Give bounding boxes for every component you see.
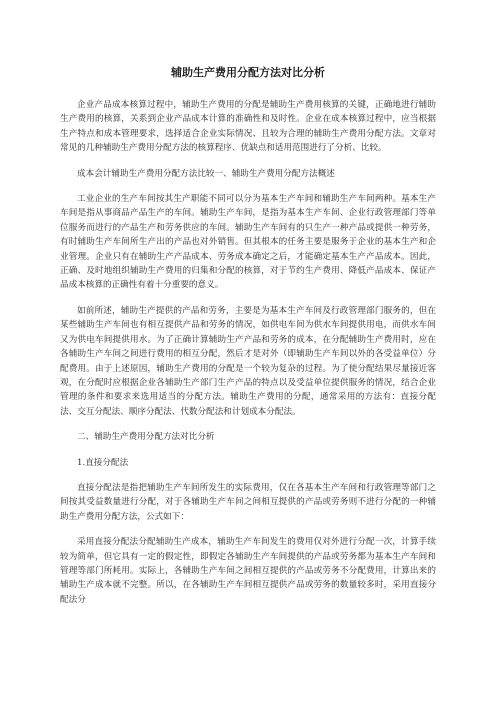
paragraph-gap [60, 293, 436, 304]
paragraph-gap [60, 181, 436, 192]
paragraph-gap [60, 156, 436, 167]
paragraph-intro: 企业产品成本核算过程中，辅助生产费用的分配是辅助生产费用核算的关键，正确地进行辅助生产费用的核算，关系到企业产品成本计算的准确性和及时性。企业在成本核算过程中，应当根据生产特点和成本管理要求，选择适合企业实际情况、且较为合理的辅助生产费用分配方法。文章对常见的几种辅助生产费用分配方法的核算程序、优缺点和适用范围进行了分析、比较。 [60, 100, 436, 154]
section-heading-overview: 成本会计辅助生产费用分配方法比较一、辅助生产费用分配方法概述 [77, 168, 335, 179]
paragraph-direct-method-analysis: 采用直接分配法分配辅助生产成本，辅助生产车间发生的费用仅对外进行分配一次，计算手续较为简单，但它具有一定的假定性，即假定各辅助生产车间提供的产品或劳务都为基本生产车间和管理等部门所耗用。实际上，各辅助生产车间之间相互提供的产品或劳务不分配费用，计算出来的辅助生产成本就不完整。所以，在各辅助生产车间相互提供产品或劳务的数量较多时，采用直接分配法分 [60, 537, 436, 605]
paragraph-gap [60, 470, 436, 481]
document-body [60, 98, 436, 607]
paragraph-allocation-complexity: 如前所述，辅助生产提供的产品和劳务，主要是为基本生产车间及行政管理部门服务的，但在某些辅助生产车间也有相互提供产品和劳务的情况，如供电车间为供水车间提供用电，而供水车间又为供电车间提供用水。为了正确计算辅助生产产品和劳务的成本，在分配辅助生产费用时，应在各辅助生产车间之间进行费用的相互分配，然后才是对外（即辅助生产车间以外的各受益单位）分配费用。由于上述原因，辅助生产费用的分配是一个较为复杂的过程。为了使分配结果尽量接近客观，在分配时应根据企业各辅助生产部门生产产品的特点以及受益单位提供服务的情况，结合企业管理的条件和要求来选用适当的分配方法。辅助生产费用的分配，通常采用的方法有：直接分配法、交互分配法、顺序分配法、代数分配法和计划成本分配法。 [60, 305, 436, 417]
paragraph-workshop-types: 工业企业的生产车间按其生产职能不同可以分为基本生产车间和辅助生产车间两种。基本生产车间是指从事商品产品生产的车间。辅助生产车间，是指为基本生产车间、企业行政管理部门等单位服务而进行的产品生产和劳务供应的车间。辅助生产车间有的只生产一种产品或提供一种劳务，有时辅助生产车间所生产出的产品也对外销售。但其根本的任务主要是服务于企业的基本生产和企业管理。企业只有在辅助生产产品成本、劳务成本确定之后，才能确定基本生产产品成本。因此，正确、及时地组织辅助生产费用的归集和分配的核算，对于节约生产费用、降低产品成本、保证产品成本核算的正确性有着十分重要的意义。 [60, 194, 436, 291]
paragraph-gap [60, 419, 436, 430]
subsection-heading-direct-method: 1.直接分配法 [77, 457, 129, 468]
paragraph-gap [60, 445, 436, 456]
paragraph-gap [60, 524, 436, 535]
section-heading-comparison: 二、辅助生产费用分配方法对比分析 [77, 432, 215, 443]
document-title: 辅助生产费用分配方法对比分析 [171, 66, 325, 79]
paragraph-direct-method-definition: 直接分配法是指把辅助生产车间所发生的实际费用，仅在各基本生产车间和行政管理等部门之间按其受益数量进行分配，对于各辅助生产车间之间相互提供的产品或劳务则不进行分配的一种辅助生产费用分配方法，公式如下： [60, 482, 436, 522]
